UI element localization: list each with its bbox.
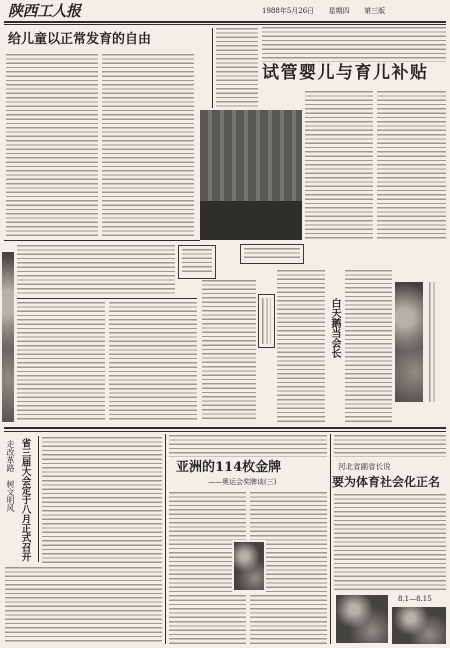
- news-photo-vertical-strip: [2, 252, 14, 422]
- news-photo-figure: [232, 540, 266, 592]
- headline-sports: 要为体育社会化正名: [332, 475, 441, 489]
- column-rule: [212, 28, 213, 108]
- article-body-text: [277, 270, 325, 422]
- date-range-label: 8.1—8.15: [398, 595, 432, 603]
- article-body-text: [377, 91, 446, 239]
- masthead-logo: 陕西工人报: [8, 2, 81, 20]
- vertical-headline-text: [262, 298, 271, 344]
- issue-page: 第三版: [364, 7, 386, 15]
- news-photo: [395, 282, 423, 402]
- headline-child-freedom: 给儿童以正常发育的自由: [8, 32, 152, 47]
- masthead-dateline: [262, 8, 385, 15]
- column-rule: [38, 436, 39, 562]
- news-photo: [392, 607, 446, 644]
- article-body-text: [6, 54, 98, 238]
- news-illustration: [200, 110, 302, 240]
- subtitle-asia-gold: ——奥运会奖牌谈(三): [208, 478, 277, 486]
- column-rule: [330, 434, 331, 644]
- kicker-union-congress: 走改革路 树文明风: [6, 440, 15, 512]
- photo-caption-text: [429, 282, 437, 402]
- article-body-text: [345, 270, 392, 422]
- article-body-text: [334, 435, 446, 457]
- article-body-text: [17, 302, 105, 422]
- headline-union-congress: 省三届大会定于八月正式召开: [19, 438, 31, 562]
- section-rule: [4, 240, 200, 241]
- article-body-text: [169, 435, 327, 457]
- sidebar-box: [178, 245, 216, 279]
- article-body-text: [102, 54, 194, 238]
- column-rule: [165, 434, 166, 644]
- headline-swan: 白天鹅当会长: [329, 298, 340, 358]
- article-body-text: [216, 28, 258, 108]
- article-body-text: [334, 494, 446, 590]
- issue-date: 1988年5月26日: [262, 7, 315, 15]
- article-body-text: [17, 245, 175, 295]
- article-body-text: [202, 280, 256, 422]
- article-body-text: [262, 27, 446, 62]
- section-rule-thin: [4, 431, 446, 432]
- section-rule-thick: [4, 427, 446, 429]
- headline-ivf-subsidy: 试管婴儿与育儿补贴: [262, 63, 429, 83]
- masthead-rule: [4, 21, 446, 23]
- sidebar-box-text: [182, 249, 212, 275]
- issue-weekday: 星期四: [328, 7, 350, 15]
- caption-text: [244, 248, 300, 260]
- vertical-headline-box: [258, 294, 275, 348]
- article-body-text: [42, 437, 162, 563]
- news-photo: [336, 595, 388, 643]
- section-rule: [17, 298, 197, 299]
- article-body-text: [109, 302, 197, 422]
- headline-asia-gold: 亚洲的114枚金牌: [176, 460, 282, 475]
- article-body-text: [5, 567, 162, 644]
- kicker-sports: 河北省副省长说: [338, 462, 391, 471]
- masthead-rule-thin: [4, 24, 446, 25]
- illustration-caption-box: [240, 244, 304, 264]
- article-body-text: [305, 91, 373, 239]
